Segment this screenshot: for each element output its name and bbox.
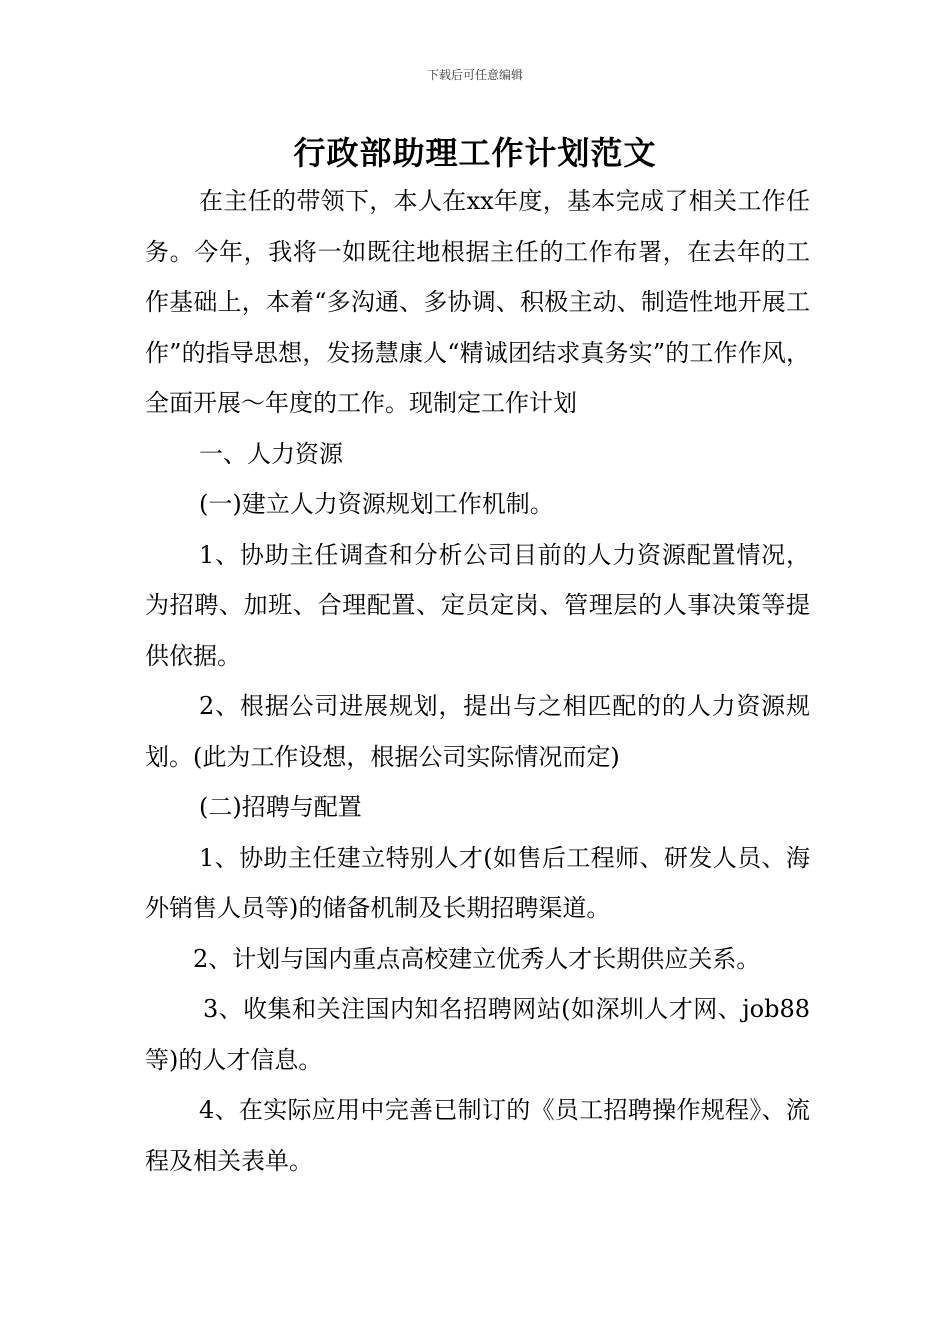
list-item: 3、收集和关注国内知名招聘网站(如深圳人才网、job88等)的人才信息。 <box>145 995 810 1074</box>
subsection-heading-recruitment: (二)招聘与配置 <box>199 793 362 821</box>
list-item: 1、协助主任建立特别人才(如售后工程师、研发人员、海外销售人员等)的储备机制及长期招聘渠道。 <box>145 843 810 922</box>
document-body <box>145 176 810 1186</box>
list-item: 2、计划与国内重点高校建立优秀人才长期供应关系。 <box>193 944 761 973</box>
list-item: 2、根据公司进展规划，提出与之相匹配的的人力资源规划。(此为工作设想，根据公司实际情况而定) <box>145 692 810 771</box>
header-note: 下载后可任意编辑 <box>426 68 523 82</box>
section-heading-hr: 一、人力资源 <box>199 439 343 468</box>
list-item: 4、在实际应用中完善已制订的《员工招聘操作规程》、流程及相关表单。 <box>145 1096 810 1175</box>
document-title: 行政部助理工作计划范文 <box>293 134 657 172</box>
paragraph-intro: 在主任的带领下，本人在xx年度，基本完成了相关工作任务。今年，我将一如既往地根据主任的工作布署，在去年的工作基础上，本着“多沟通、多协调、积极主动、制造性地开展工作”的指导思想，发扬慧康人“精诚团结求真务实”的工作作风，全面开展～年度的工作。现制定工作计划 <box>145 187 810 417</box>
subsection-heading-planning: (一)建立人力资源规划工作机制。 <box>199 490 554 518</box>
list-item: 1、协助主任调查和分析公司目前的人力资源配置情况，为招聘、加班、合理配置、定员定岗、管理层的人事决策等提供依据。 <box>145 540 810 670</box>
